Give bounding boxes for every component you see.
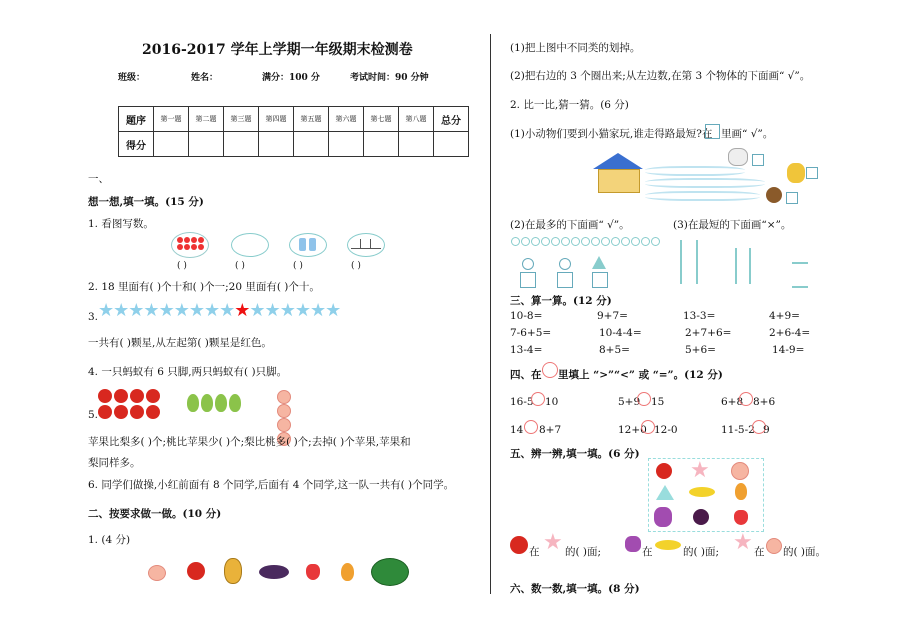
answer-box[interactable] xyxy=(806,167,818,179)
apple-icon xyxy=(130,389,144,403)
cmp-5-left: 12+0 xyxy=(618,424,647,436)
dot-icon xyxy=(198,237,204,243)
right-q3: 2. 比一比,猜一猜。(6 分) xyxy=(510,99,629,111)
peach-icon xyxy=(277,404,291,418)
cmp-1-right: 10 xyxy=(545,396,559,408)
apple-icon xyxy=(114,389,128,403)
path-2 xyxy=(645,178,765,188)
star-icon: ★ xyxy=(219,300,235,321)
apples-group xyxy=(97,388,163,420)
square-shape xyxy=(592,272,608,288)
fruit-grid xyxy=(648,458,764,532)
blank-2[interactable]: ( ) xyxy=(235,261,245,271)
calc-3-1: 13-4= xyxy=(510,344,543,356)
grapes-icon xyxy=(625,536,641,552)
pear-icon xyxy=(229,394,241,412)
row-head-order: 题序 xyxy=(119,107,154,132)
right-q4: (1)小动物们要到小猫家玩,谁走得路最短?在 xyxy=(510,128,713,140)
calc-1-1: 10-8= xyxy=(510,310,543,322)
star-icon: ★ xyxy=(309,300,326,321)
column-divider xyxy=(490,34,491,594)
question-5-text-1: 苹果比梨多( )个;桃比苹果少( )个;梨比桃多( )个;去掉( )个苹果,苹果和 xyxy=(88,436,411,448)
roof-icon xyxy=(593,153,643,169)
bead-icon xyxy=(601,237,610,246)
question-4: 4. 一只蚂蚁有 6 只脚,两只蚂蚁有( )只脚。 xyxy=(88,366,288,378)
square-shape xyxy=(557,272,573,288)
abacus-rod xyxy=(360,239,361,249)
cmp-2-right: 15 xyxy=(651,396,665,408)
score-cell[interactable] xyxy=(434,132,469,157)
bead-icon xyxy=(551,237,560,246)
bead-icon xyxy=(541,237,550,246)
star-icon: ★ xyxy=(733,530,753,555)
compare-circle-icon xyxy=(542,362,558,378)
star-icon: ★ xyxy=(249,300,265,321)
path-3 xyxy=(645,191,760,201)
peach-icon xyxy=(277,418,291,432)
section-4-title-end: 里填上 “>”“<” 或 “=”。(12 分) xyxy=(558,369,723,381)
blank-1[interactable]: ( ) xyxy=(177,261,187,271)
col-2: 第二题 xyxy=(189,107,224,132)
circle-shape xyxy=(522,258,534,270)
abacus-rod xyxy=(370,239,371,249)
calc-3-4: 14-9= xyxy=(772,344,805,356)
calc-2-2: 10-4-4= xyxy=(599,327,642,339)
sticks-image xyxy=(289,233,327,257)
calc-2-1: 7-6+5= xyxy=(510,327,552,339)
triangle-icon xyxy=(656,485,674,500)
right-q5a: (2)在最多的下面画“ √”。 xyxy=(510,219,630,231)
score-cell[interactable] xyxy=(154,132,189,157)
bead-icon xyxy=(641,237,650,246)
compare-circle[interactable] xyxy=(739,392,753,406)
col-4: 第四题 xyxy=(259,107,294,132)
calc-3-3: 5+6= xyxy=(685,344,716,356)
question-5-text-2: 梨同样多。 xyxy=(88,457,141,469)
apple-icon xyxy=(146,389,160,403)
pears-group xyxy=(186,394,242,412)
cmp-2-left: 5+9 xyxy=(618,396,641,408)
bead-icon xyxy=(531,237,540,246)
star-icon: ★ xyxy=(325,300,341,321)
section-4-title-start: 四、在 xyxy=(510,369,542,381)
grapes-icon xyxy=(654,507,672,527)
house-wall xyxy=(598,169,640,193)
star-icon: ★ xyxy=(173,300,189,321)
cmp-3-right: 8+6 xyxy=(753,396,776,408)
col-3: 第三题 xyxy=(224,107,259,132)
calc-1-4: 4+9= xyxy=(769,310,800,322)
pear-icon xyxy=(187,394,199,412)
circle-shape xyxy=(559,258,571,270)
bead-icon xyxy=(591,237,600,246)
star-icon: ★ xyxy=(543,530,563,555)
pear-icon xyxy=(735,483,747,500)
col-1: 第一题 xyxy=(154,107,189,132)
spring-shape xyxy=(735,248,751,284)
calc-1-2: 9+7= xyxy=(597,310,628,322)
dot-icon xyxy=(184,244,190,250)
question-2: 2. 18 里面有( )个十和( )个一;20 里面有( )个十。 xyxy=(88,281,320,293)
question-6: 6. 同学们做操,小红前面有 8 个同学,后面有 4 个同学,这一队一共有( )个同学。 xyxy=(88,479,455,491)
right-q4-end: 里画“ √”。 xyxy=(721,128,774,140)
row-head-score: 得分 xyxy=(119,132,154,157)
spring-shape xyxy=(792,262,808,288)
dot-icon xyxy=(198,244,204,250)
score-cell[interactable] xyxy=(294,132,329,157)
cmp-3-left: 6+8 xyxy=(721,396,744,408)
star-icon: ★ xyxy=(203,300,220,321)
pear-icon xyxy=(215,394,227,412)
compare-circle[interactable] xyxy=(641,420,655,434)
bead-icon xyxy=(621,237,630,246)
section-2-question-1: 1. (4 分) xyxy=(88,534,131,546)
section-1-title: 想一想,填一填。(15 分) xyxy=(88,196,204,208)
calc-2-4: 2+6-4= xyxy=(769,327,811,339)
score-cell[interactable] xyxy=(224,132,259,157)
dot-icon xyxy=(184,237,190,243)
bead-icon xyxy=(521,237,530,246)
answer-box[interactable] xyxy=(705,124,720,139)
col-7: 第七题 xyxy=(364,107,399,132)
compare-circle[interactable] xyxy=(637,392,651,406)
star-icon: ★ xyxy=(690,458,710,483)
col-total: 总分 xyxy=(434,107,469,132)
cmp-4-right: 8+7 xyxy=(539,424,562,436)
cmp-6-right: 9 xyxy=(763,424,770,436)
eggplant-icon xyxy=(259,565,289,579)
exam-time: 考试时间：90 分钟 xyxy=(350,73,429,83)
score-cell[interactable] xyxy=(189,132,224,157)
pear-icon xyxy=(341,563,354,581)
dot-icon xyxy=(177,237,183,243)
bead-icon xyxy=(581,237,590,246)
pear-icon xyxy=(201,394,213,412)
fill-zai-3: 在 xyxy=(754,546,765,558)
page-title: 2016-2017 学年上学期一年级期末检测卷 xyxy=(142,42,413,58)
calc-1-3: 13-3= xyxy=(683,310,716,322)
cmp-5-right: 12-0 xyxy=(654,424,678,436)
right-q1: (1)把上图中不同类的划掉。 xyxy=(510,42,641,54)
watermelon-icon xyxy=(371,558,409,586)
cmp-6-left: 11-5-2 xyxy=(721,424,755,436)
monkey-icon xyxy=(766,187,782,203)
fill-zai-2: 在 xyxy=(642,546,653,558)
fill-zai-1: 在 xyxy=(529,546,540,558)
section-6-title: 六、数一数,填一填。(8 分) xyxy=(510,583,640,595)
dot-icon xyxy=(191,244,197,250)
apple-icon xyxy=(98,389,112,403)
star-row xyxy=(98,300,340,321)
star-icon: ★ xyxy=(188,300,204,321)
plum-icon xyxy=(693,509,709,525)
banana-icon xyxy=(655,540,681,550)
col-8: 第八题 xyxy=(399,107,434,132)
section-2-title: 二、按要求做一做。(10 分) xyxy=(88,508,222,520)
calc-2-3: 2+7+6= xyxy=(685,327,732,339)
section-3-title: 三、算一算。(12 分) xyxy=(510,295,612,307)
cmp-1-left: 16-5 xyxy=(510,396,534,408)
full-score: 满分：100 分 xyxy=(262,73,320,83)
star-icon: ★ xyxy=(158,300,174,321)
score-cell[interactable] xyxy=(399,132,434,157)
question-3-number: 3. xyxy=(88,311,99,323)
right-q2: (2)把右边的 3 个圈出来;从左边数,在第 3 个物体的下面画“ √”。 xyxy=(510,70,811,82)
fill-de-2: 的( )面; xyxy=(683,546,720,558)
triangle-shape xyxy=(592,256,606,269)
fill-de-1: 的( )面; xyxy=(565,546,602,558)
strawberry-icon xyxy=(734,510,748,525)
empty-oval-image xyxy=(231,233,269,257)
blank-3[interactable]: ( ) xyxy=(293,261,303,271)
spring-shape xyxy=(680,240,698,284)
peach-icon xyxy=(766,538,782,554)
apple-icon xyxy=(187,562,205,580)
question-3-text: 一共有( )颗星,从左起第( )颗星是红色。 xyxy=(88,337,272,349)
star-icon: ★ xyxy=(143,300,159,321)
star-icon: ★ xyxy=(98,300,114,321)
cmp-4-left: 14 xyxy=(510,424,524,436)
right-q5b: (3)在最短的下面画“×”。 xyxy=(673,219,792,231)
section-1-number: 一、 xyxy=(88,173,109,185)
star-icon: ★ xyxy=(279,300,295,321)
strawberry-icon xyxy=(306,564,320,580)
deer-icon xyxy=(787,163,805,183)
class-label: 班级： xyxy=(118,73,146,83)
apple-icon xyxy=(146,405,160,419)
compare-circle[interactable] xyxy=(524,420,538,434)
score-cell[interactable] xyxy=(329,132,364,157)
path-1 xyxy=(645,166,745,176)
abacus-bar xyxy=(351,248,381,249)
apple-icon xyxy=(510,536,528,554)
pineapple-icon xyxy=(224,558,242,584)
dot-icon xyxy=(191,237,197,243)
abacus-image xyxy=(347,233,385,257)
counters-image-1 xyxy=(171,232,209,258)
bundle-icon xyxy=(309,238,316,251)
score-table xyxy=(118,106,469,157)
answer-box[interactable] xyxy=(752,154,764,166)
star-icon: ★ xyxy=(294,300,310,321)
bead-icon xyxy=(651,237,660,246)
name-label: 姓名： xyxy=(191,73,219,83)
dot-icon xyxy=(177,244,183,250)
col-5: 第五题 xyxy=(294,107,329,132)
apple-icon xyxy=(130,405,144,419)
apple-icon xyxy=(114,405,128,419)
compare-circle[interactable] xyxy=(531,392,545,406)
banana-icon xyxy=(689,487,715,497)
question-1: 1. 看图写数。 xyxy=(88,218,154,230)
star-icon: ★ xyxy=(113,300,129,321)
answer-box[interactable] xyxy=(786,192,798,204)
fill-end-3: 的( )面。 xyxy=(783,546,827,558)
peach-icon xyxy=(148,565,166,581)
question-5-number: 5. xyxy=(88,409,99,421)
section-5-title: 五、辨一辨,填一填。(6 分) xyxy=(510,448,640,460)
score-cell[interactable] xyxy=(364,132,399,157)
bundle-icon xyxy=(299,238,306,251)
col-6: 第六题 xyxy=(329,107,364,132)
bead-icon xyxy=(511,237,520,246)
house-illustration xyxy=(593,153,643,193)
bead-icon xyxy=(611,237,620,246)
bead-icon xyxy=(571,237,580,246)
peach-icon xyxy=(731,462,749,480)
star-icon: ★ xyxy=(264,300,280,321)
bead-icon xyxy=(561,237,570,246)
calc-3-2: 8+5= xyxy=(599,344,630,356)
score-cell[interactable] xyxy=(259,132,294,157)
bead-string xyxy=(511,237,660,246)
star-icon: ★ xyxy=(128,300,144,321)
red-star-icon: ★ xyxy=(234,300,250,321)
square-shape xyxy=(520,272,536,288)
peach-icon xyxy=(277,390,291,404)
rabbit-icon xyxy=(728,148,748,166)
blank-4[interactable]: ( ) xyxy=(351,261,361,271)
apple-icon xyxy=(98,405,112,419)
apple-icon xyxy=(656,463,672,479)
bead-icon xyxy=(631,237,640,246)
